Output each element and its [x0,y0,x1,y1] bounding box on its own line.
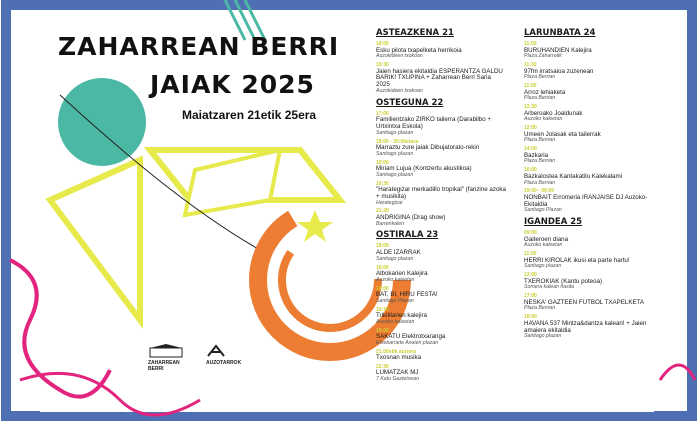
event-place: 7 Katu Gaztetxean [376,376,419,383]
event-time: 16:00 [524,167,537,174]
event-name: NONBAIT Erromeria IRANJAISE DJ Auzoko-Ekitaldia [524,193,648,208]
event-name: ANDRIGINA (Drag show) [376,213,446,221]
event-item [376,161,506,179]
event-item [376,329,506,347]
event-time: 11:00 [524,83,537,90]
event-place: Harategizar [376,199,403,206]
event-time: 19:00 [376,285,389,292]
event-item [376,42,506,60]
event-place: Santiago Plazan [376,297,414,304]
event-name: Familientzako ZIRKO tailerra (Darabilbo + Urtxintxa Eskola) [376,116,492,130]
event-time: 12:30 [524,104,537,111]
day-section [376,98,506,228]
event-time: 21:30 [376,208,389,215]
event-item [376,140,506,158]
event-time: 18:00 [524,314,537,321]
event-name: Albokarien Kalejira [376,270,428,277]
event-place: Santiago plazan [524,263,562,270]
schedule-column-2 [524,26,654,343]
event-time: 12:00 [524,125,537,132]
event-place: Plaza Berrian [524,137,556,144]
event-place: Santiago plazan [376,129,414,136]
event-time: 18:00 [376,41,389,47]
event-time: 18:00 [376,264,389,271]
event-name: 97fm irratsaioa zuzenean [524,67,594,75]
event-name: "Harategizar merkadillo tropikal" (fanzine azoka + musikita) [376,186,506,200]
event-name: Marraztu zure jaiak Dibujatorato-rekin [376,144,480,152]
event-time: 21:00etik aurrera [376,348,417,355]
event-time: 18:00 - 20:00etara [376,138,418,145]
event-time: 11:30 [524,62,537,69]
event-place: Santiago plazan [376,171,414,178]
schedule-column-1 [376,26,506,386]
event-place: Santiago Plazan [524,207,562,214]
event-place: Auzoko kaleetan [524,116,563,123]
event-name: Arroz lehiaketa [524,88,566,96]
event-time: 19:00 [376,327,389,334]
event-name: NESKA' GAZTEEN FUTBOL TXAPELKETA [524,298,645,306]
event-name: BURUHANDIEN Kalejira [524,46,592,54]
event-item [524,63,654,81]
event-item [376,287,506,305]
event-item [524,126,654,144]
event-time: 09:00 [524,230,537,237]
event-name: Esku pilota txapelketa herrikoia [376,46,462,54]
event-time: 19:30 [376,306,389,313]
auzotarrok-icon [206,344,226,358]
event-name: LUMATZAK MJ [376,369,419,377]
day-title: IGANDEA 25 [524,217,583,228]
event-time: 12:00 [524,272,537,279]
poster-title-line1: ZAHARREAN BERRI [58,32,340,61]
event-item [524,273,654,291]
event-item [376,182,506,207]
event-time: 19:00 - 00:00 [524,188,555,195]
event-name: Jaien hasiera ekitaldia ESPERANTZA GALDU BARIK! TXUPINA + Zaharrean Berri Saria 2025 [376,67,503,89]
event-item [524,231,654,249]
event-time: 11:00 [524,41,537,47]
event-place: Auzoko kaleetan [524,242,563,249]
event-place: Santiago plazan [524,333,562,340]
event-name: Miriam Lujua (Kontzertu akustikoa) [376,165,472,173]
building-icon [148,344,184,358]
event-place: Santiago plazan [376,150,414,157]
event-place: Auzokideen txokoan [376,87,423,94]
event-time: 14:00 [524,146,537,153]
event-place: Auzoko kaleetan [376,276,415,283]
event-place: Plaza Berrian [524,179,556,186]
event-time: 11:00 [524,251,537,258]
event-name: Umeen Jolasak eta tailerrak [524,130,601,138]
event-name: Txosnan musika [376,354,422,362]
event-item [524,294,654,312]
event-place: Etxebarriete Anaien plazan [376,339,439,346]
event-item [524,105,654,123]
event-name: BAT, BI, HIRU FESTA! [376,291,438,299]
day-title: OSTEGUNA 22 [376,97,444,108]
teal-circle [58,78,146,166]
event-time: 18:00 [376,243,389,250]
event-item [376,209,506,227]
day-title: OSTIRALA 23 [376,230,439,241]
event-item [524,147,654,165]
event-name: ALDE IZARRAK [376,248,421,256]
day-section [376,230,506,383]
day-title: LARUNBATA 24 [524,28,596,38]
event-name: HERRI KIROLAK ikusi eta parte hartu! [524,256,630,264]
event-item [524,168,654,186]
event-name: Trikitilarien kalejira [376,312,428,320]
day-section [376,28,506,95]
poster-subtitle: Maiatzaren 21etik 25era [182,108,317,122]
event-name: Bazkalostea Kantakatilu Kalekalami [524,172,623,180]
event-place: Plaza Berrian [524,74,556,81]
event-name: TXEROKIAK (Kantu poteoa) [524,277,603,285]
logo-zaharrean-berri: ZAHARREAN BERRI [148,344,184,372]
event-time: 22:30 [376,363,389,370]
event-item [524,42,654,60]
event-item [376,308,506,326]
event-place: Barrenkalen [376,220,404,227]
event-place: Somera kalean hasita [524,284,575,291]
event-name: SAKATU Elektrotxaranga [376,333,446,341]
event-time: 17:00 [376,110,389,117]
event-item [376,244,506,262]
event-time: 17:00 [524,293,537,300]
event-item [376,112,506,137]
event-item [524,252,654,270]
event-name: Gaiteroen diana [524,235,569,243]
event-item [376,63,506,95]
event-item [524,189,654,214]
logo-auzotarrok: AUZOTARROK [206,344,241,366]
event-time: 19:30 [376,62,389,69]
poster-title-line2: JAIAK 2025 [150,70,315,99]
event-item [524,84,654,102]
event-name: HAVANA 537 Mintza&dantza kalean! + Jaien amaiera ekitaldia [524,319,647,334]
event-item [376,350,506,362]
event-name: Arberoako Joaldunak [524,109,583,117]
event-time: 19:00 [376,159,389,166]
event-place: Plaza Berrian [524,95,556,102]
event-time: 19:30 [376,180,389,187]
event-place: Plaza Berrian [524,305,556,312]
day-section [524,28,654,214]
event-item [376,365,506,383]
event-place: Auzokideen txokoan [376,53,423,60]
event-item [524,315,654,340]
event-name: Bazkaria [524,151,549,159]
event-place: Auzoko kaleetan [376,318,415,325]
event-place: Plaza Zaharretik [524,53,562,60]
event-place: Plaza Berrian [524,158,556,165]
day-section [524,217,654,340]
day-title: ASTEAZKENA 21 [376,28,454,38]
event-place: Santiago plazan [376,255,414,262]
event-item [376,266,506,284]
